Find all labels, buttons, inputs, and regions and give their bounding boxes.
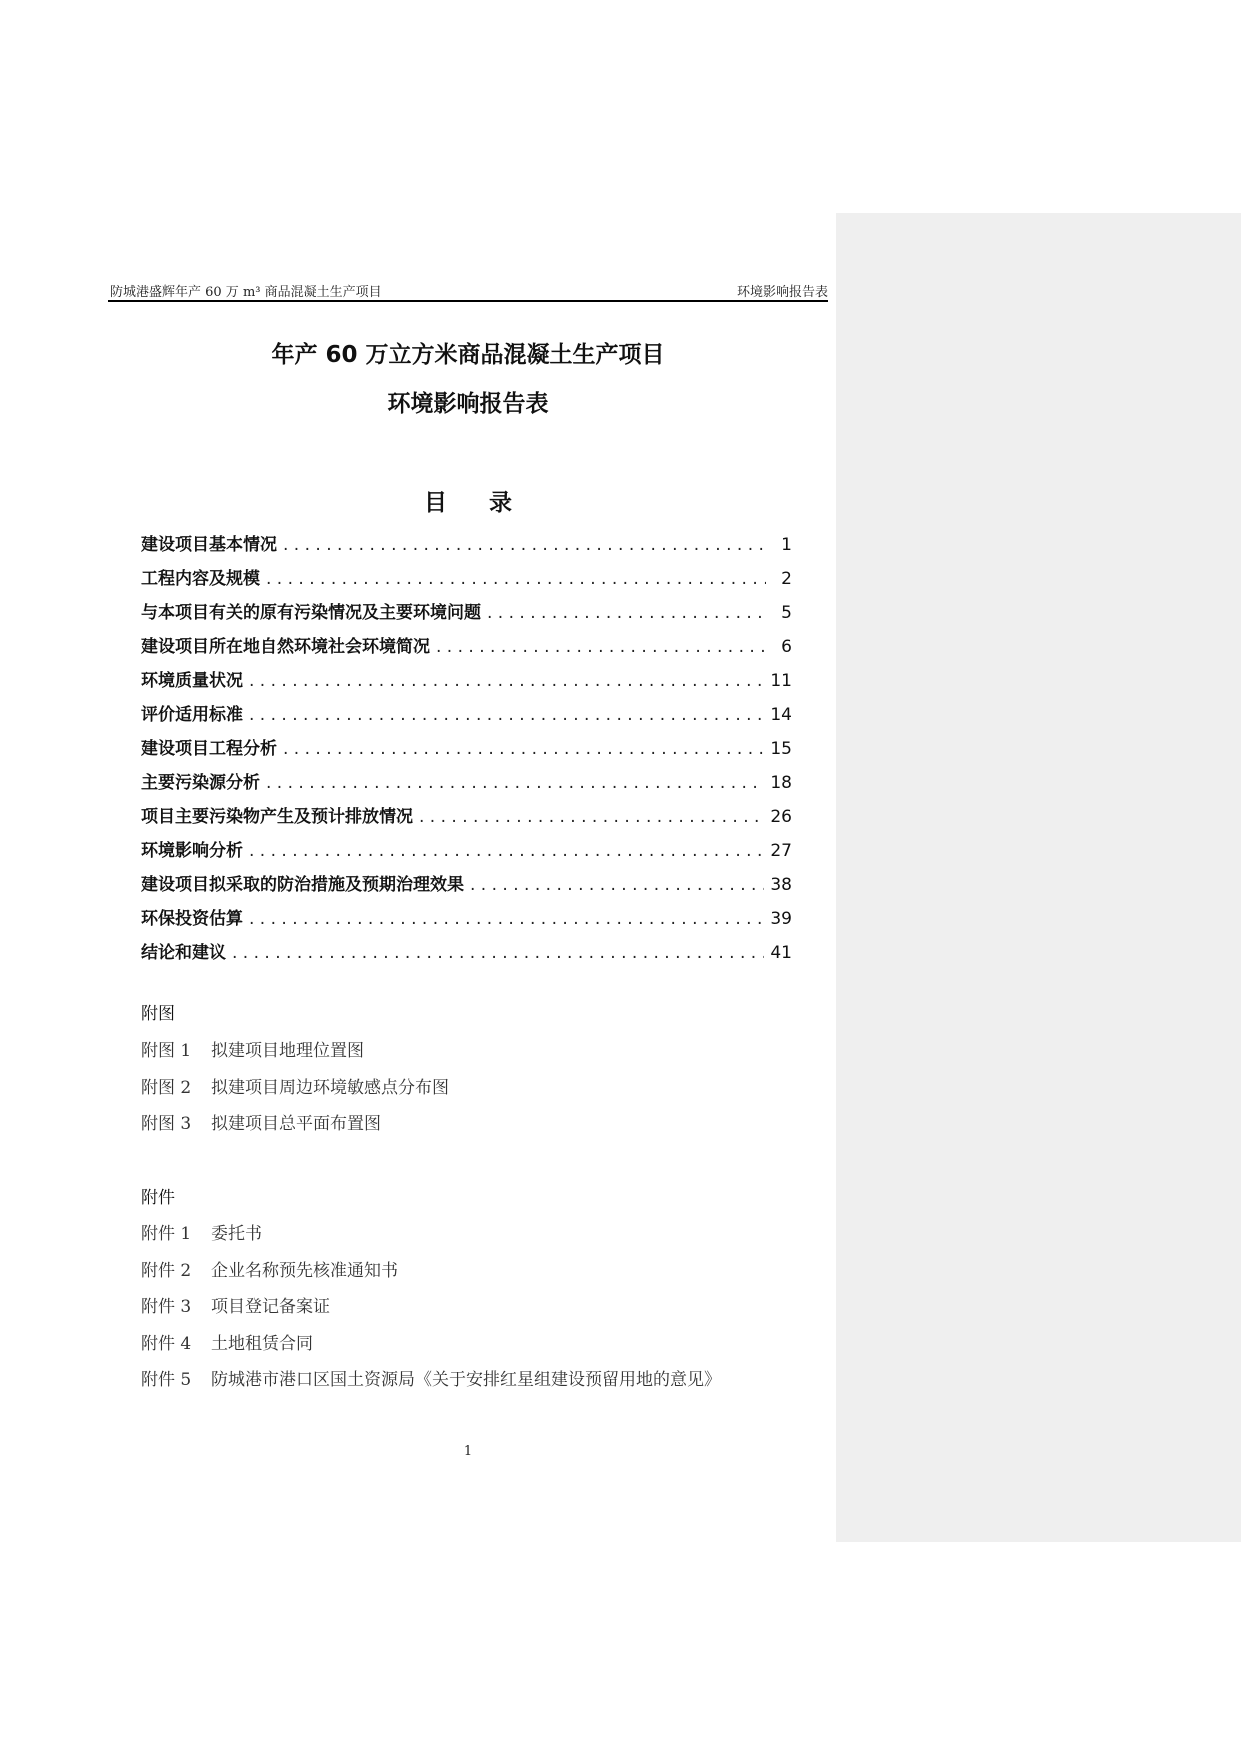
figure-item-text: 拟建项目总平面布置图 xyxy=(211,1114,381,1134)
toc-entry-label: 项目主要污染物产生及预计排放情况 xyxy=(141,807,413,827)
comment-pane xyxy=(836,213,1241,1542)
toc-entry-page: 1 xyxy=(781,535,792,555)
attachments-list xyxy=(141,1219,841,1402)
page-number: 1 xyxy=(463,1444,473,1459)
toc-entry-label: 建设项目拟采取的防治措施及预期治理效果 xyxy=(141,875,464,895)
toc-dot-leader xyxy=(436,637,766,657)
toc-dot-leader xyxy=(249,841,764,861)
toc-dot-leader xyxy=(249,909,764,929)
toc-entry-page: 39 xyxy=(770,909,792,929)
toc-entry-label: 环境影响分析 xyxy=(141,841,243,861)
header-project-name: 防城港盛辉年产 60 万 m³ 商品混凝土生产项目 xyxy=(110,285,382,300)
toc-entry[interactable] xyxy=(141,632,792,666)
attachment-item xyxy=(141,1329,841,1366)
attachment-item-code: 附件 4 xyxy=(141,1333,192,1354)
toc-entry-label: 建设项目所在地自然环境社会环境简况 xyxy=(141,637,430,657)
toc-entry[interactable] xyxy=(141,700,792,734)
toc-entry[interactable] xyxy=(141,870,792,904)
attachment-item-code: 附件 2 xyxy=(141,1260,192,1281)
figure-item xyxy=(141,1109,841,1146)
toc-entry-label: 建设项目基本情况 xyxy=(141,535,277,555)
attachment-item xyxy=(141,1256,841,1293)
toc-entry-page: 18 xyxy=(770,773,792,793)
toc-entry-label: 评价适用标准 xyxy=(141,705,243,725)
toc-entry[interactable] xyxy=(141,564,792,598)
attachment-item xyxy=(141,1365,841,1402)
toc-entry-label: 环境质量状况 xyxy=(141,671,243,691)
figure-item xyxy=(141,1073,841,1110)
toc-entry-page: 11 xyxy=(770,671,792,691)
toc-entry[interactable] xyxy=(141,938,792,972)
attachment-item-text: 项目登记备案证 xyxy=(211,1297,330,1317)
toc-dot-leader xyxy=(266,569,766,589)
toc-entry-page: 6 xyxy=(781,637,792,657)
figure-item-text: 拟建项目周边环境敏感点分布图 xyxy=(211,1077,449,1098)
attachment-item-code: 附件 1 xyxy=(141,1224,192,1244)
attachment-item-text: 土地租赁合同 xyxy=(211,1333,313,1354)
toc-entry-label: 工程内容及规模 xyxy=(141,569,260,589)
toc-entry[interactable] xyxy=(141,836,792,870)
figure-item xyxy=(141,1036,841,1073)
document-title: 年产 60 万立方米商品混凝土生产项目 xyxy=(271,342,665,368)
toc-entry-label: 建设项目工程分析 xyxy=(141,739,277,759)
toc-entry[interactable] xyxy=(141,802,792,836)
toc-entry-page: 27 xyxy=(770,841,792,861)
toc-entry[interactable] xyxy=(141,598,792,632)
toc-entry-label: 与本项目有关的原有污染情况及主要环境问题 xyxy=(141,603,481,623)
figures-heading: 附图 xyxy=(141,1004,175,1024)
attachment-item-text: 委托书 xyxy=(211,1224,262,1244)
figures-list xyxy=(141,1036,841,1146)
toc-dot-leader xyxy=(266,773,764,793)
document-subtitle: 环境影响报告表 xyxy=(387,391,549,417)
toc-entry-page: 26 xyxy=(770,807,792,827)
toc-entry[interactable] xyxy=(141,768,792,802)
toc-dot-leader xyxy=(470,875,764,895)
running-header xyxy=(110,281,828,301)
attachment-item-code: 附件 5 xyxy=(141,1370,192,1390)
toc-entry-page: 5 xyxy=(781,603,792,623)
toc-entry-label: 结论和建议 xyxy=(141,943,226,963)
table-of-contents xyxy=(141,530,792,972)
attachment-item-text: 企业名称预先核准通知书 xyxy=(211,1260,398,1281)
toc-dot-leader xyxy=(487,603,766,623)
toc-entry-page: 38 xyxy=(770,875,792,895)
figure-item-code: 附图 1 xyxy=(141,1041,192,1061)
figure-item-code: 附图 2 xyxy=(141,1077,192,1098)
header-rule xyxy=(108,300,828,302)
toc-entry-page: 41 xyxy=(770,943,792,963)
toc-heading: 目录 xyxy=(424,490,554,516)
toc-dot-leader xyxy=(283,739,764,759)
attachments-heading: 附件 xyxy=(141,1188,175,1208)
figure-item-text: 拟建项目地理位置图 xyxy=(211,1041,364,1061)
toc-entry-page: 15 xyxy=(770,739,792,759)
attachment-item-code: 附件 3 xyxy=(141,1297,192,1317)
toc-dot-leader xyxy=(249,705,764,725)
toc-entry-label: 环保投资估算 xyxy=(141,909,243,929)
toc-dot-leader xyxy=(419,807,764,827)
toc-entry[interactable] xyxy=(141,734,792,768)
figure-item-code: 附图 3 xyxy=(141,1114,192,1134)
toc-dot-leader xyxy=(232,943,764,963)
toc-entry-page: 2 xyxy=(781,569,792,589)
toc-entry[interactable] xyxy=(141,904,792,938)
toc-entry[interactable] xyxy=(141,666,792,700)
attachment-item xyxy=(141,1219,841,1256)
toc-dot-leader xyxy=(249,671,764,691)
toc-entry-label: 主要污染源分析 xyxy=(141,773,260,793)
header-report-type: 环境影响报告表 xyxy=(736,285,828,300)
toc-entry[interactable] xyxy=(141,530,792,564)
toc-entry-page: 14 xyxy=(770,705,792,725)
attachment-item xyxy=(141,1292,841,1329)
toc-dot-leader xyxy=(283,535,766,555)
attachment-item-text: 防城港市港口区国土资源局《关于安排红星组建设预留用地的意见》 xyxy=(211,1370,721,1390)
